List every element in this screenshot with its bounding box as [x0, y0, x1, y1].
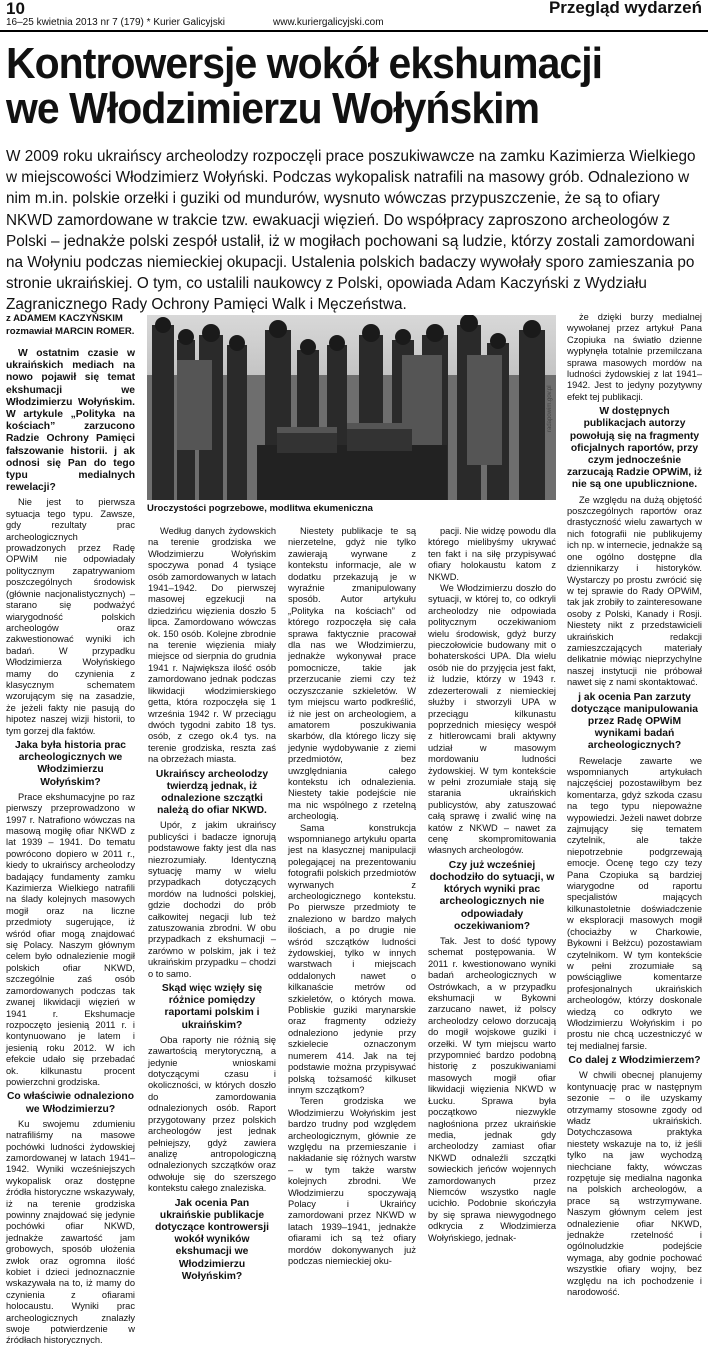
funeral-photo-image — [147, 315, 556, 500]
column-1 — [6, 348, 135, 1347]
question: Czy już wcześniej dochodziło do sytuacji, w których wyniki prac archeologicznych nie odpowiadały oczekiwaniom? — [429, 859, 555, 932]
answer-paragraph: Sama konstrukcja wspomnianego artykułu oparta jest na klasycznej manipulacji polegającej na prezentowaniu fotografii polskich przedmiotów wyrwanych z archeologicznego kontekstu. Po pierwsze przedmioty te znaleziono w bardzo małych ilościach, a po drugie nie wśród szczątków ludności żydowskiej, tylko w innych warstwach i miejscach oddalonych nawet o kilkanaście metrów od szkieletów, o których mowa. Pobliskie guziki marynarskie oraz fragmenty odzieży odnaleziono jedynie przy szkielecie oznaczonym numerem 414. Jak na tej podstawie można przypisywać polską tożsamość kilkuset innym szczątkom? — [288, 822, 416, 1095]
question: Ukraińscy archeolodzy twierdzą jednak, iż odnalezione szczątki należą do ofiar NKWD. — [155, 768, 269, 817]
answer-paragraph: że dzięki burzy medialnej wywołanej przez artykuł Pana Czopiuka na światło dzienne wypłynęła totalnie przemilczana sprawa masowych mordów na ludności żydowskiej z lat 1941–1942. Jest to jedyny pozytywny efekt tej publikacji. — [567, 312, 702, 402]
byline-interviewee: z ADAMEM KACZYŃSKIM — [6, 313, 123, 324]
article-lead: W 2009 roku ukraińscy archeolodzy rozpoczęli prace poszukiwawcze na zamku Kazimierza Wielkiego w miejscowości Włodzimierz Wołyński. Podczas wykopalisk natrafili na masowy grób. Odnaleziono w nim m.in. polskie orzełki i guziki od mundurów, wysnuto wówczas przypuszczenie, że są to ofiary NKWD zamordowane w trakcie tzw. ewakuacji więzień. Do współpracy zaproszono archeologów z Polski – jednakże polski zespół ustalił, iż w mogiłach pochowani są ludzie, którzy zostali zamordowani na Wołyniu podczas niemieckiej okupacji. Ustalenia polskich badaczy wywołały sporo zamieszania po stronie ukraińskiej. O tym, co ustalili naukowcy z Polski, opowiada Adam Kaczyński z Wydziału Zagranicznego Rady Ochrony Pamięci Walk i Męczeństwa. — [6, 148, 696, 314]
column-4 — [428, 526, 556, 1244]
byline-author: rozmawiał MARCIN ROMER. — [6, 326, 135, 337]
byline — [6, 312, 141, 338]
title-line-2: we Włodzimierzu Wołyńskim — [6, 84, 540, 133]
question: Jak ocenia Pan ukraińskie publikacje dotyczące kontrowersji wokół wyników ekshumacji we Włodzimierzu Wołyńskim? — [155, 1197, 269, 1282]
answer-paragraph: Prace ekshumacyjne po raz pierwszy przeprowadzono w 1997 r. Natrafiono wówczas na masową mogiłę ofiar NKWD z lat 1939 – 1941. Do tematu powrócono dopiero w 2011 r., kiedy to ukraińscy archeolodzy badający fundamenty zamku Kazimierza Wielkiego natrafili na ślady kolejnych masowych mogił oraz na liczne przedmioty sugerujące, iż wśród ofiar mogą znajdować się Polacy. Naszym głównym celem było odnalezienie mogił polskich ofiar NKWD, szczególnie zaś osób zamordowanych podczas tak zwanej likwidacji więzień w 1941 r. Ekshumacje rozpoczęto jesienią 2011 r. i kontynuowano je latem i jesienią roku 2012. W ich efekcie udało się przebadać ok. kilkunastu procent powierzchni grodziska. — [6, 791, 135, 1087]
page-header — [0, 0, 708, 30]
section-title: Przegląd wydarzeń — [548, 0, 702, 17]
answer-paragraph: Ku swojemu zdumieniu natrafiliśmy na masowe pochówki ludności żydowskiej zamordowanej w latach 1941–1942. Wyniki wcześniejszych wykopalisk oraz dostępne źródła historyczne wskazywały, iż na terenie grodziska powinny znajdować się jedynie pochówki ofiar NKWD, jednakże zawartość jam grobowych, sposób ułożenia zwłok oraz ogromna ilość kobiet i dzieci jednoznacznie wskazywała na to, iż mamy do czynienia z ofiarami holocaustu. Wyniki prac archeologicznych znalazły swoje potwierdzenie w źródłach historycznych. — [6, 1118, 135, 1346]
question: Jaka była historia prac archeologicznych we Włodzimierzu Wołyńskim? — [14, 739, 127, 788]
question: j ak ocenia Pan zarzuty dotyczące manipulowania przez Radę OPWiM wynikami badań archeologicznych? — [570, 691, 699, 752]
photo-credit: radapowim.gov.pl — [547, 385, 553, 432]
question: W ostatnim czasie w ukraińskich mediach na nowo pojawił się temat ekshumacji we Włodzimierzu Wołyńskim. W artykule „Polityka na kościach” zarzucono Radzie Ochrony Pamięci fałszowanie historii. j ak odnosi się Pan do tego typu medialnych rewelacji? — [6, 348, 135, 494]
answer-paragraph: Oba raporty nie różnią się zawartością merytoryczną, a jedynie wnioskami dotyczącymi czasu i okoliczności, w których doszło do zamordowania odnalezionych osób. Raport przygotowany przez polskich archeologów jest jednak pełniejszy, gdyż zawiera analizę antropologiczną odnalezionych szczątków oraz odwołuje się do szerszego kontekstu całego znaleziska. — [148, 1034, 276, 1194]
article-title — [6, 41, 657, 131]
question: Skąd więc wzięły się różnice pomiędzy raportami polskim i ukraińskim? — [161, 983, 263, 1031]
answer-paragraph: We Włodzimierzu doszło do sytuacji, w której to, co odkryli archeolodzy nie odpowiada politycznym oczekiwaniom wielu środowisk, gdyż burzy pieczołowicie budowany mit o bohaterskości UPA. Dla wielu osób nie do przyjęcia jest fakt, iż ludzie, którzy w 1943 r. zdezerterowali z niemieckiej służby i stworzyli UPA w przeciągu kilkunastu poprzednich miesięcy wespół z hitlerowcami brali aktywny udział w masowym mordowaniu ludności żydowskiej. W tym kontekście w pełni zrozumiałe stają się starania ukraińskich publicystów, aby zatuszować całą sprawę i zwalić winę na katów z NKWD – nawet za cenę skompromitowania własnych archeologów. — [428, 583, 556, 856]
photo-caption: Uroczystości pogrzebowe, modlitwa ekumeniczna — [147, 503, 373, 514]
question: W dostępnych publikacjach autorzy powołują się na fragmenty oficjalnych raportów, przy czym jednocześnie zarzucają Radzie OPWiM, iż nie są one upublicznione. — [567, 406, 702, 491]
answer-paragraph: Niestety publikacje te są nierzetelne, gdyż nie tylko zawierają wyrwane z kontekstu informacje, ale w dodatku przekazują je w wyraźnie zmanipulowany sposób. Autor artykułu „Polityka na kościach” od którego rozpoczęła się cała sprawa faktycznie pracował dla nas we Włodzimierzu, jednakże wykonywał prace pomocnicze, takie jak przerzucanie ziemi czy też oczyszczanie szkieletów. W tym miejscu warto podkreślić, iż nie jest on archeologiem, a amatorem poszukiwania skarbów, dla którego liczy się jedynie wydobywanie z ziemi przedmiotów, bez uwzględniania całego kontekstu ich odnalezienia. Niestety takie podejście nie ma nic wspólnego z rzetelną archeologią. — [288, 526, 416, 822]
column-2 — [148, 526, 276, 1286]
question: Co dalej z Włodzimierzem? — [568, 1055, 701, 1067]
answer-paragraph: pacji. Nie widzę powodu dla którego mielibyśmy ukrywać ten fakt i na siłę przypisywać ofiary holokaustu katom z NKWD. — [428, 526, 556, 582]
page-number: 10 — [6, 0, 25, 18]
column-3 — [288, 526, 416, 1267]
answer-paragraph: Rewelacje zawarte we wspomnianych artykułach najczęściej pozostawiłbym bez komentarza, gdyż szkoda czasu na tego typu niepoważne wypowiedzi. Jeżeli nawet dobrze zajmujący się tematem czytelnik, ale także niepotrzebnie podgrzewają emocje. Ocenę tego czy tezy Pana Czopiuka są bardziej wiarygodne od raportu specjalistów mających kilkunastoletnie doświadczenie w eksploracji masowych mogił (chociażby w Charkowie, Bykowni i Bełżcu) pozostawiam czytelnikom. W tym kontekście w pełni zrozumiałe są powściągliwe komentarze profesjonalnych ukraińskich archeologów, którzy doskonale wiedzą co odkryto we Włodzimierzu Wołyńskim i po prostu nie chcą uczestniczyć w tej medialnej farsie. — [567, 755, 702, 1051]
answer-paragraph: Teren grodziska we Włodzimierzu Wołyńskim jest bardzo trudny pod względem archeologicznym, głównie ze względu na przemieszanie i nakładanie się różnych warstw – w tym także warstw kolejnych zbrodni. We Włodzimierzu spoczywają Polacy i Ukraińcy zamordowani przez NKWD w latach 1939–1941, jednakże ofiarami ich są też ofiary mordów dokonywanych już podczas niemieckiej oku- — [288, 1096, 416, 1266]
answer-paragraph: Nie jest to pierwsza sytuacja tego typu. Zawsze, gdy rezultaty prac archeologicznych prowadzonych przez Radę OPWiM nie odpowiadały politycznym zapatrywaniom poszczególnych środowisk (głównie nacjonalistycznych) – starano się podważyć wiarygodność polskich archeologów oraz zakwestionować wyniki ich badań. W przypadku Włodzimierza Wołyńskiego mamy do czynienia z klasycznym schematem wzorującym się na zasadzie, że jeżeli fakty nie pasują do hipotez naszej wizji historii, to tym gorzej dla faktów. — [6, 497, 135, 736]
title-line-1: Kontrowersje wokół ekshumacji — [6, 39, 603, 88]
article-photo — [147, 315, 556, 500]
answer-paragraph: Upór, z jakim ukraińscy publicyści i badacze ignorują podstawowe fakty jest dla nas niezrozumiały. Identyczną sytuację mamy w wielu przypadkach dotyczących mordów na ludności polskiej, gdzie dochodzi do prób całkowitej negacji lub też zatuszowania zbrodni. W obu przypadkach z ekshumacji – zarówno w polskim, jak i też ukraińskim przypadku – chodzi o to samo. — [148, 820, 276, 979]
answer-paragraph: W chwili obecnej planujemy kontynuację prac w następnym sezonie – o ile uzyskamy otrzymamy stosowne zgody od władz ukraińskich. Dotychczasowa praktyka niestety wskazuje na to, iż jeśli tylko na jaw wychodzą niechciane fakty, wówczas rozpętuje się medialna nagonka na polskich archeologów, a prace są wstrzymywane. Naszym głównym celem jest odnalezienie ofiar NKWD, jednakże rzetelność i ogólnoludzkie podejście wymaga, aby godnie pochować wszystkie ofiary wojny, bez względu na ich pochodzenie i narodowość. — [567, 1070, 702, 1298]
website-url[interactable]: www.kuriergalicyjski.com — [273, 17, 384, 28]
header-rule — [0, 30, 708, 32]
issue-info: 16–25 kwietnia 2013 nr 7 (179) * Kurier Galicyjski — [6, 17, 225, 28]
question: Co właściwie odnaleziono we Włodzimierzu? — [6, 1091, 135, 1115]
answer-paragraph: Ze względu na dużą objętość poszczególnych raportów oraz drastyczność wielu zawartych w nich fotografii nie publikujemy ich np. w internecie, jednakże są one ogólno dostępne dla dziennikarzy i historyków. Wystarczy po prostu zwrócić się w tej sprawie do Rady OPWiM, tak jak zrobiły to zainteresowane osoby z Polski, Kanady i Rosji. Niestety nikt z przedstawicieli ukraińskich redakcji zamieszczających materiały delikatnie mówiąc nieprzychylne naszej instytucji nie próbował nawet się z nami skontaktować. — [567, 494, 702, 688]
answer-paragraph: Według danych żydowskich na terenie grodziska we Włodzimierzu Wołyńskim spoczywa ponad 4 tysiące osób zamordowanych w latach 1941–1942. Do pierwszej masowej egzekucji na dziedzińcu więzienia doszło 5 lipca. Zamordowano wówczas ok. 150 osób. Kolejne zbrodnie na terenie więzienia miały miejsce od sierpnia do grudnia 1941 r. Największa ilość osób zamordowano jednak podczas likwidacji włodzimierskiego getta, która rozpoczęła się 1 września 1942 r. W przeciągu dwóch tygodni zabito 18 tys. osób, z czego ok.4 tys. na terenie grodziska, reszta zaś na obrzeżach miasta. — [148, 526, 276, 765]
column-5 — [567, 312, 702, 1298]
answer-paragraph: Tak. Jest to dość typowy schemat postępowania. W 2011 r. kwestionowano wyniki badań archeologicznych w Ostrówkach, a w przypadku ekshumacji w Bykowni zarzucano nawet, iż polscy archeolodzy celowo dorzucają do mogił wojskowe guziki i orzełki. W tym miejscu warto przypomnieć bardzo podobną historię z poszukiwaniami masowych mogił ofiar likwidacji więzienia NKWD w Łucku. Sprawa była początkowo niezwykle nagłośniona przez ukraińskie media, jednak gdy archeolodzy zamiast ofiar NKWD odnaleźli szczątki sowieckich jeńców wojennych zamordowanych przez Niemców wszystko nagle ucichło. Podobnie skończyła by się sprawa niewygodnego odkrycia z Włodzimierza Wołyńskiego, jednak- — [428, 936, 556, 1243]
